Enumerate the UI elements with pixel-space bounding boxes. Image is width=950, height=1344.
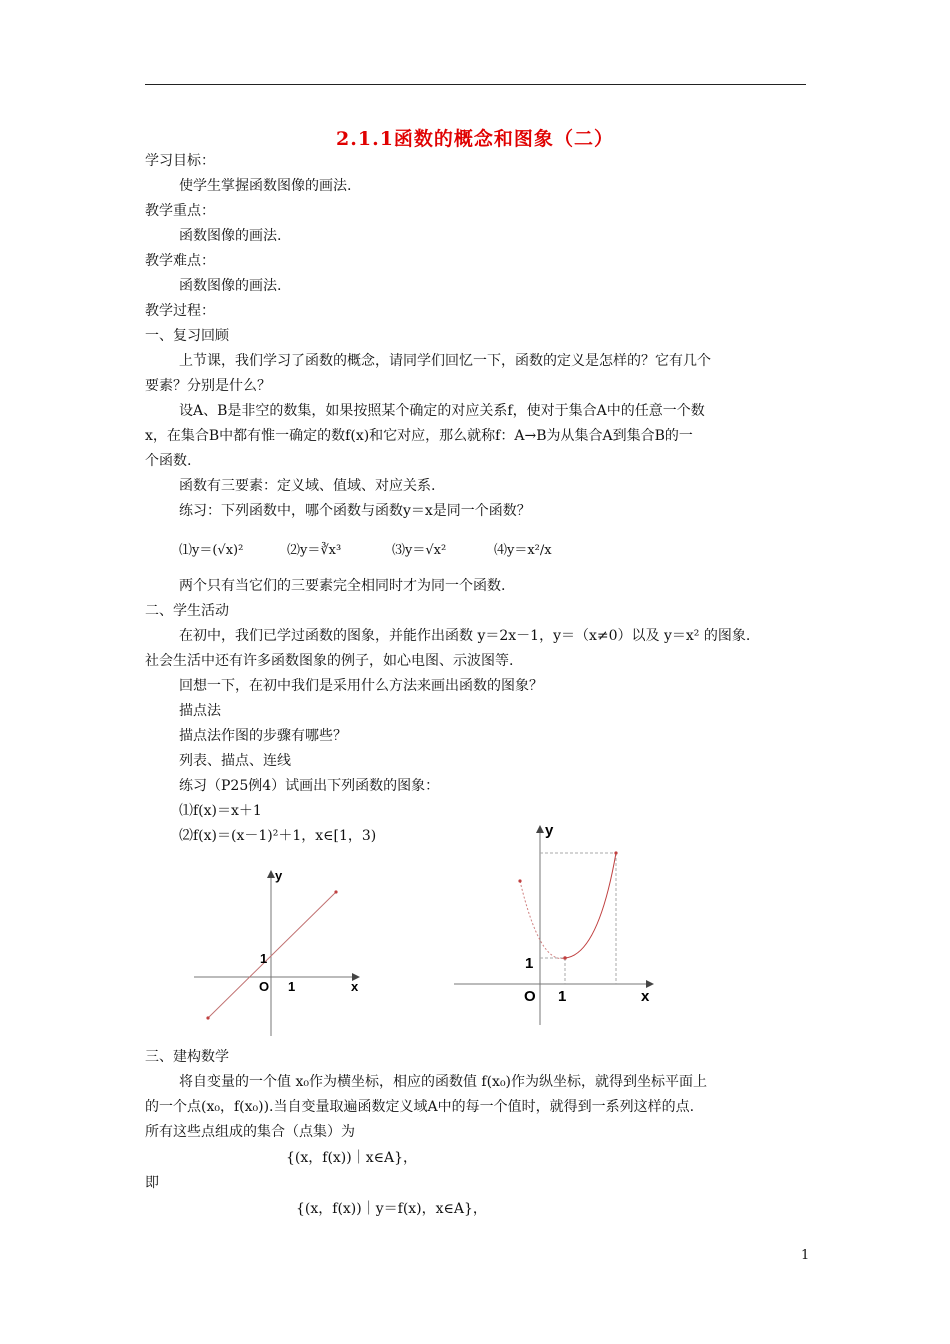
option-2: ⑵y＝∛x³ (287, 543, 342, 558)
text-line: 两个只有当它们的三要素完全相同时才为同一个函数. (179, 578, 506, 594)
text-line: 学习目标： (145, 153, 215, 169)
text-line: 描点法作图的步骤有哪些？ (179, 728, 347, 744)
text-line: x，在集合B中都有惟一确定的数f(x)和它对应，那么就称f：A→B为从集合A到集合B的一 (145, 428, 693, 444)
text-line: 设A、B是非空的数集，如果按照某个确定的对应关系f，使对于集合A中的任意一个数 (179, 403, 705, 419)
text-line: ⑴f(x)＝x＋1 (179, 803, 262, 819)
graph1-tick-x: 1 (288, 979, 296, 994)
text-line: ⑵f(x)＝(x－1)²＋1，x∈[1，3) (179, 828, 377, 844)
graph1-tick-y: 1 (260, 951, 268, 966)
option-1: ⑴y＝(√x)² (179, 543, 244, 558)
set-expression: {(x，f(x))｜y＝f(x)，x∈A}， (296, 1201, 487, 1217)
text-line: 要素？分别是什么？ (145, 378, 271, 394)
text-line: 教学难点： (145, 253, 215, 269)
page-number: 1 (801, 1248, 810, 1263)
text-line: 将自变量的一个值 x₀作为横坐标，相应的函数值 f(x₀)作为纵坐标，就得到坐标平面上 (179, 1074, 708, 1090)
graph2-tick-y: 1 (525, 955, 534, 972)
text-line: 的一个点(x₀，f(x₀)).当自变量取遍函数定义域A中的每一个值时，就得到一系列这样的点. (145, 1099, 695, 1115)
graph2-x-label: x (641, 988, 650, 1005)
graph2-origin: O (524, 988, 536, 1005)
graph-parabola (450, 815, 660, 1030)
text-line: 回想一下，在初中我们是采用什么方法来画出函数的图象？ (179, 678, 543, 694)
text-line: 教学重点： (145, 203, 215, 219)
text-line: 列表、描点、连线 (179, 753, 291, 769)
text-line: 教学过程： (145, 303, 215, 319)
text-line: 即 (145, 1175, 159, 1191)
section-heading: 一、复习回顾 (145, 328, 229, 344)
text-line: 函数图像的画法. (179, 278, 282, 294)
text-line: 使学生掌握函数图像的画法. (179, 178, 352, 194)
graph1-x-label: x (351, 979, 359, 994)
graph1-origin: O (259, 979, 270, 994)
set-expression: {(x，f(x))｜x∈A}， (286, 1150, 418, 1166)
text-line: 练习（P25例4）试画出下列函数的图象： (179, 778, 440, 794)
graph1-y-label: y (275, 868, 283, 883)
text-line: 个函数. (145, 453, 192, 469)
header-rule (145, 84, 806, 85)
text-line: 社会生活中还有许多函数图象的例子，如心电图、示波图等. (145, 653, 514, 669)
text-line: 在初中，我们已学过函数的图象，并能作出函数 y＝2x－1，y＝（x≠0）以及 y＝x² 的图象. (179, 628, 751, 644)
text-line: 函数有三要素：定义域、值域、对应关系. (179, 478, 436, 494)
graph2-tick-x: 1 (558, 988, 567, 1005)
text-line: 上节课，我们学习了函数的概念，请同学们回忆一下，函数的定义是怎样的？它有几个 (179, 353, 711, 369)
graph-linear (190, 860, 370, 1040)
text-line: 练习：下列函数中，哪个函数与函数y＝x是同一个函数？ (179, 503, 531, 519)
text-line: 描点法 (179, 703, 221, 719)
graph2-y-label: y (545, 822, 554, 839)
text-line: 所有这些点组成的集合（点集）为 (145, 1124, 355, 1140)
section-heading: 三、建构数学 (145, 1049, 229, 1065)
text-line: 函数图像的画法. (179, 228, 282, 244)
option-4: ⑷y＝x²/x (494, 543, 552, 558)
section-heading: 二、学生活动 (145, 603, 229, 619)
page-title: 2.1.1函数的概念和图象（二） (336, 128, 614, 150)
option-3: ⑶y＝√x² (392, 543, 447, 558)
